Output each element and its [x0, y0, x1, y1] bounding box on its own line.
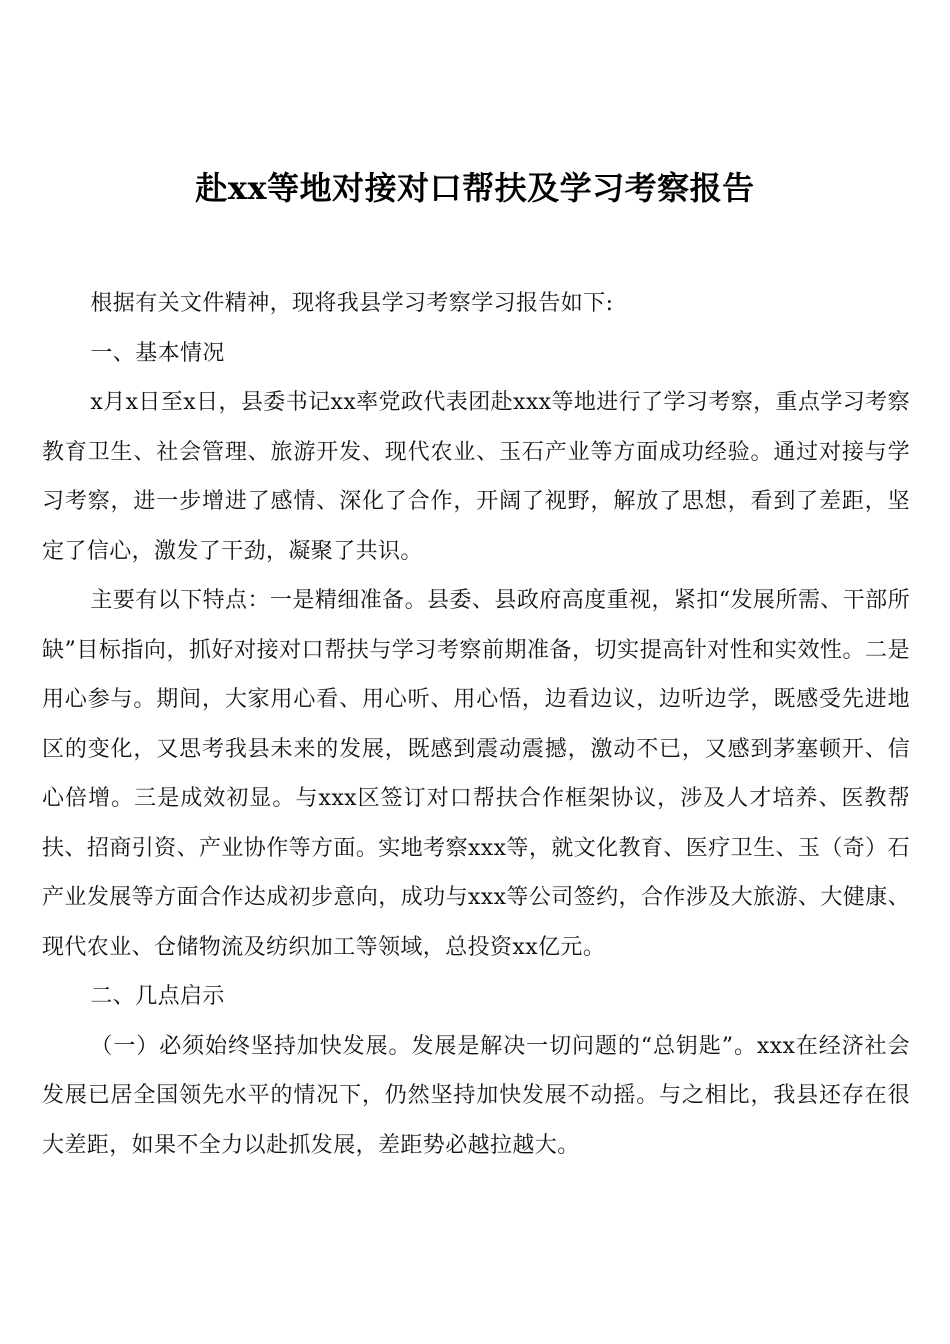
- section-heading-basic: 一、基本情况: [90, 340, 225, 366]
- document-body: [42, 279, 910, 1170]
- paragraph-features: 主要有以下特点：一是精细准备。县委、县政府高度重视，紧扣“发展所需、干部所缺”目标指向，抓好对接对口帮扶与学习考察前期准备，切实提高针对性和实效性。二是用心参与。期间，大家用心看、用心听、用心悟，边看边议，边听边学，既感受先进地区的变化，又思考我县未来的发展，既感到震动震撼，激动不已，又感到茅塞顿开、信心倍增。三是成效初显。与xxx区签订对口帮扶合作框架协议，涉及人才培养、医教帮扶、招商引资、产业协作等方面。实地考察xxx等，就文化教育、医疗卫生、玉（奇）石产业发展等方面合作达成初步意向，成功与xxx等公司签约，合作涉及大旅游、大健康、现代农业、仓储物流及纺织加工等领域，总投资xx亿元。: [42, 588, 910, 960]
- paragraph-basic-situation: x月x日至x日，县委书记xx率党政代表团赴xxx等地进行了学习考察，重点学习考察教育卫生、社会管理、旅游开发、现代农业、玉石产业等方面成功经验。通过对接与学习考察，进一步增进了感情、深化了合作，开阔了视野，解放了思想，看到了差距，坚定了信心，激发了干劲，凝聚了共识。: [42, 390, 910, 564]
- document-title: 赴xx等地对接对口帮扶及学习考察报告: [195, 169, 755, 207]
- paragraph-insight-one: （一）必须始终坚持加快发展。发展是解决一切问题的“总钥匙”。xxx在经济社会发展已居全国领先水平的情况下，仍然坚持加快发展不动摇。与之相比，我县还存在很大差距，如果不全力以赴抓发展，差距势必越拉越大。: [42, 1033, 910, 1158]
- paragraph-intro: 根据有关文件精神，现将我县学习考察学习报告如下:: [90, 291, 614, 316]
- section-heading-insights: 二、几点启示: [90, 984, 225, 1009]
